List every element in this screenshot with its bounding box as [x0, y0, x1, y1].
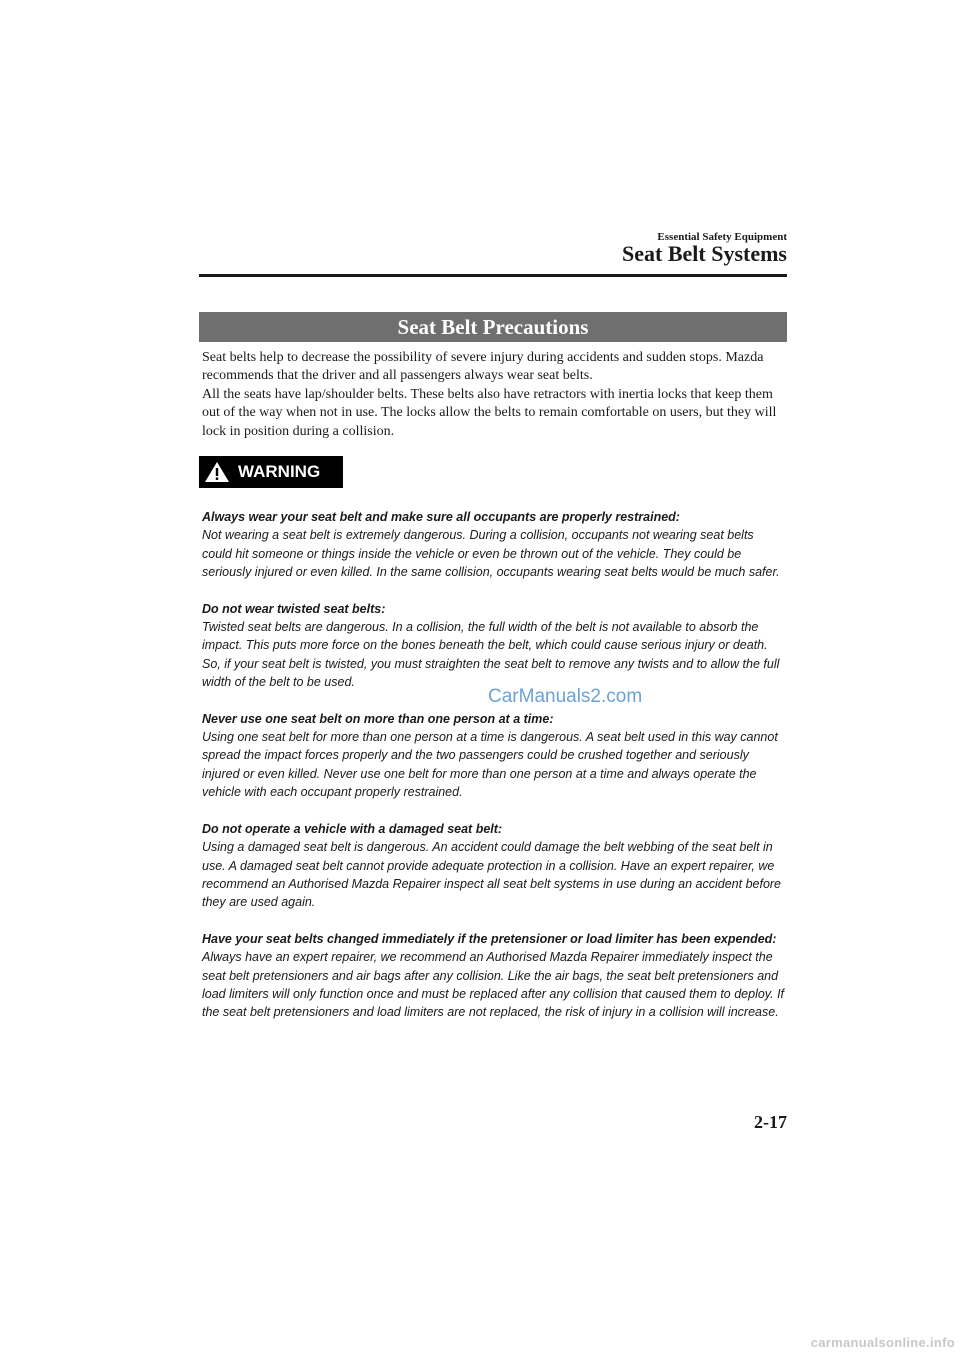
warning-badge — [199, 456, 343, 488]
warning-label: WARNING — [238, 462, 321, 481]
warning-item-title: Have your seat belts changed immediately if the pretensioner or load limiter has been expended: — [202, 931, 777, 946]
header-rule — [199, 274, 787, 277]
site-watermark: CarManuals2.com — [488, 686, 643, 707]
warning-item — [202, 820, 787, 912]
warning-item-title: Do not wear twisted seat belts: — [202, 601, 386, 616]
warning-item-body: Using a damaged seat belt is dangerous. An accident could damage the belt webbing of the seat belt in use. A damaged seat belt cannot provide adequate protection in a collision. Have an expert repairer, we recommend an Authorised Mazda Repairer inspect all seat belt systems in use during an accident before they are used again. — [202, 840, 782, 910]
intro-paragraph: All the seats have lap/shoulder belts. These belts also have retractors with inertia locks that keep them out of the way when not in use. The locks allow the belts to remain comfortable on users, but they will lock in position during a collision. — [202, 386, 777, 439]
section-title: Seat Belt Systems — [622, 241, 787, 266]
intro-text — [202, 349, 787, 441]
warning-item-title: Never use one seat belt on more than one person at a time: — [202, 711, 554, 726]
warning-item — [202, 508, 787, 582]
warning-triangle-icon — [204, 461, 230, 483]
warning-item-title: Do not operate a vehicle with a damaged seat belt: — [202, 821, 503, 836]
warning-list — [202, 508, 787, 1040]
warning-item — [202, 710, 787, 802]
warning-item-body: Using one seat belt for more than one person at a time is dangerous. A seat belt used in this way cannot spread the impact forces properly and the two passengers could be crushed together and seriously injured or even killed. Never use one belt for more than one person at a time and always operate the vehicle with each occupant properly restrained. — [202, 730, 778, 800]
warning-item — [202, 600, 787, 692]
footer-watermark: carmanualsonline.info — [810, 1335, 955, 1350]
warning-item-body: Not wearing a seat belt is extremely dangerous. During a collision, occupants not wearing seat belts could hit someone or things inside the vehicle or even be thrown out of the vehicle. They could be seriously injured or even killed. In the same collision, occupants wearing seat belts would be much safer. — [202, 528, 780, 580]
page-number: 2-17 — [754, 1112, 787, 1132]
warning-item-body: Twisted seat belts are dangerous. In a collision, the full width of the belt is not available to absorb the impact. This puts more force on the bones beneath the belt, which could cause serious injury or death. So, if your seat belt is twisted, you must straighten the seat belt to remove any twists and to allow the full width of the belt to be used. — [202, 620, 780, 690]
warning-item — [202, 930, 787, 1022]
chapter-title: Essential Safety Equipment — [657, 231, 787, 243]
topic-banner — [199, 312, 787, 342]
warning-item-body: Always have an expert repairer, we recommend an Authorised Mazda Repairer immediately inspect the seat belt pretensioners and air bags after any collision. Like the air bags, the seat belt pretensioners and load limiters will only function once and must be replaced after any collision that caused them to deploy. If the seat belt pretensioners and load limiters are not replaced, the risk of injury in a collision will increase. — [202, 950, 785, 1020]
intro-paragraph: Seat belts help to decrease the possibility of severe injury during accidents and sudden stops. Mazda recommends that the driver and all passengers always wear seat belts. — [202, 350, 764, 384]
warning-item-title: Always wear your seat belt and make sure all occupants are properly restrained: — [202, 510, 680, 524]
topic-title: Seat Belt Precautions — [397, 314, 589, 339]
